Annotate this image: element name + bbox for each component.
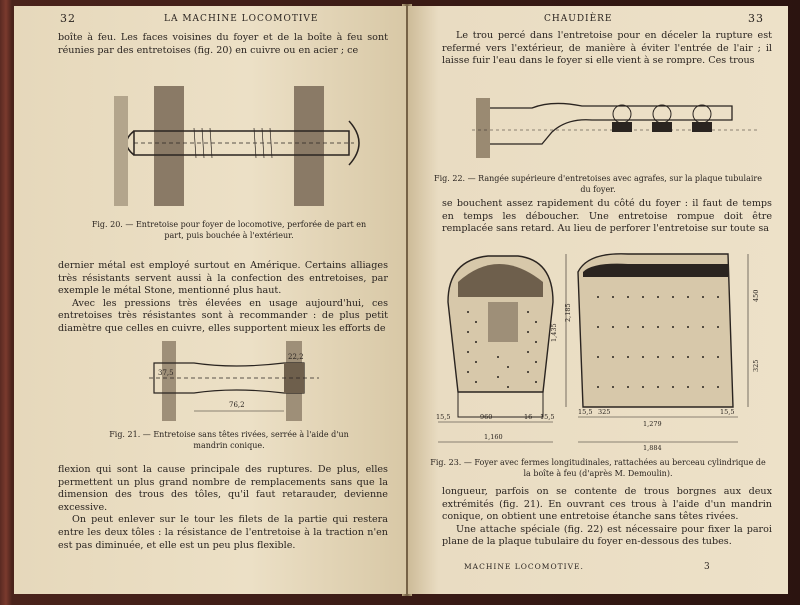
fig23-dim-br-mid: 1,279: [643, 420, 662, 428]
fig23-dim-h1: 2,185: [564, 303, 572, 322]
fig23-dim-br-0: 15,5: [578, 408, 593, 416]
left-paragraphs-mid: dernier métal est employé surtout en Amérique. Certains alliages très résistants servent aussi à la confection des entretoises, par exemple le métal Stone, mentionné plus haut. Avec les pressions très élevées en usage aujourd'hui, ces entretoises très résistantes sont à recommander : de plus petit diamètre que celles en cuivre, elles supportent mieux les efforts de: [58, 260, 388, 334]
left-paragraphs-bottom: flexion qui sont la cause principale des ruptures. De plus, elles permettent un plus grand nombre de remplacements sans que la dimension des trous des tôles, qu'il faut retarauder, devienne excessive. On peut enlever sur le tour les filets de la partie qui restera entre les deux tôles : la résistance de l'entretoise à la traction n'en est pas diminuée, et elle est un peu plus flexible.: [58, 464, 388, 551]
fig23-dim-bl-0: 15,5: [436, 413, 451, 421]
fig23-caption: Fig. 23. — Foyer avec fermes longitudinales, rattachées au berceau cylindrique de la boîte à feu (d'après M. Demoulin).: [430, 458, 766, 478]
fig21-caption: Fig. 21. — Entretoise sans têtes rivées, serrée à l'aide d'un mandrin conique.: [109, 430, 349, 450]
fig23-drawing: [428, 242, 778, 454]
fig23-dim-bl-3: 15,5: [540, 413, 555, 421]
fig21-drawing: [144, 341, 334, 426]
fig23-dim-br-total: 1,884: [643, 444, 662, 452]
right-page: [408, 6, 788, 594]
fig22-caption: Fig. 22. — Rangée supérieure d'entretoises avec agrafes, sur la plaque tubulaire du foyer.: [434, 174, 762, 194]
footer-signature: MACHINE LOCOMOTIVE.: [464, 562, 584, 571]
running-header-left: LA MACHINE LOCOMOTIVE: [164, 14, 319, 24]
right-paragraphs-bottom: longueur, parfois on se contente de trous borgnes aux deux extrémités (fig. 21). En ouvrant ces trous à l'aide d'un mandrin conique, on obtient une entretoise étanche sans têtes rivées. Une attache spéciale (fig. 22) est nécessaire pour fixer la paroi plane de la plaque tubulaire du foyer en-dessous des tubes.: [442, 486, 772, 548]
fig20-caption: Fig. 20. — Entretoise pour foyer de locomotive, perforée de part en part, puis bouchée à l'extérieur.: [91, 220, 367, 240]
fig21-dim-d1: 37,5: [158, 369, 174, 377]
fig23-dim-br-1: 325: [598, 408, 611, 416]
fig23-dim-h3: 325: [752, 359, 760, 372]
fig23-dim-h0: 1,435: [550, 323, 558, 342]
fig21-dim-d2: 22,2: [288, 353, 304, 361]
fig20-drawing: [114, 76, 374, 216]
fig23-dim-br-2: 15,5: [720, 408, 735, 416]
fig23-dim-bl-1: 960: [480, 413, 493, 421]
fig22-drawing: [472, 92, 762, 168]
fig23-dim-h2: 450: [752, 289, 760, 302]
page-number-right: 33: [748, 12, 764, 25]
footer-sheet-number: 3: [704, 562, 711, 572]
left-page: [14, 6, 406, 594]
right-paragraph-top: Le trou percé dans l'entretoise pour en déceler la rupture est refermé vers l'extérieur, de manière à éviter l'entrée de l'air ; il laisse fuir l'eau dans le foyer si elle vient à se rompre. Ces trous: [442, 30, 772, 67]
running-header-right: CHAUDIÈRE: [544, 14, 613, 24]
page-number-left: 32: [60, 12, 76, 25]
fig23-dim-bl-total: 1,160: [484, 433, 503, 441]
left-paragraph-top: boîte à feu. Les faces voisines du foyer et de la boîte à feu sont réunies par des entretoises (fig. 20) en cuivre ou en acier ; ce: [58, 32, 388, 56]
fig21-dim-length: 76,2: [229, 401, 245, 409]
fig23-dim-bl-2: 16: [524, 413, 533, 421]
right-paragraph-mid: se bouchent assez rapidement du côté du foyer : il faut de temps en temps les déboucher. Une entretoise rompue doit être remplacée sans retard. Au lieu de perforer l'entretoise sur toute sa: [442, 198, 772, 235]
